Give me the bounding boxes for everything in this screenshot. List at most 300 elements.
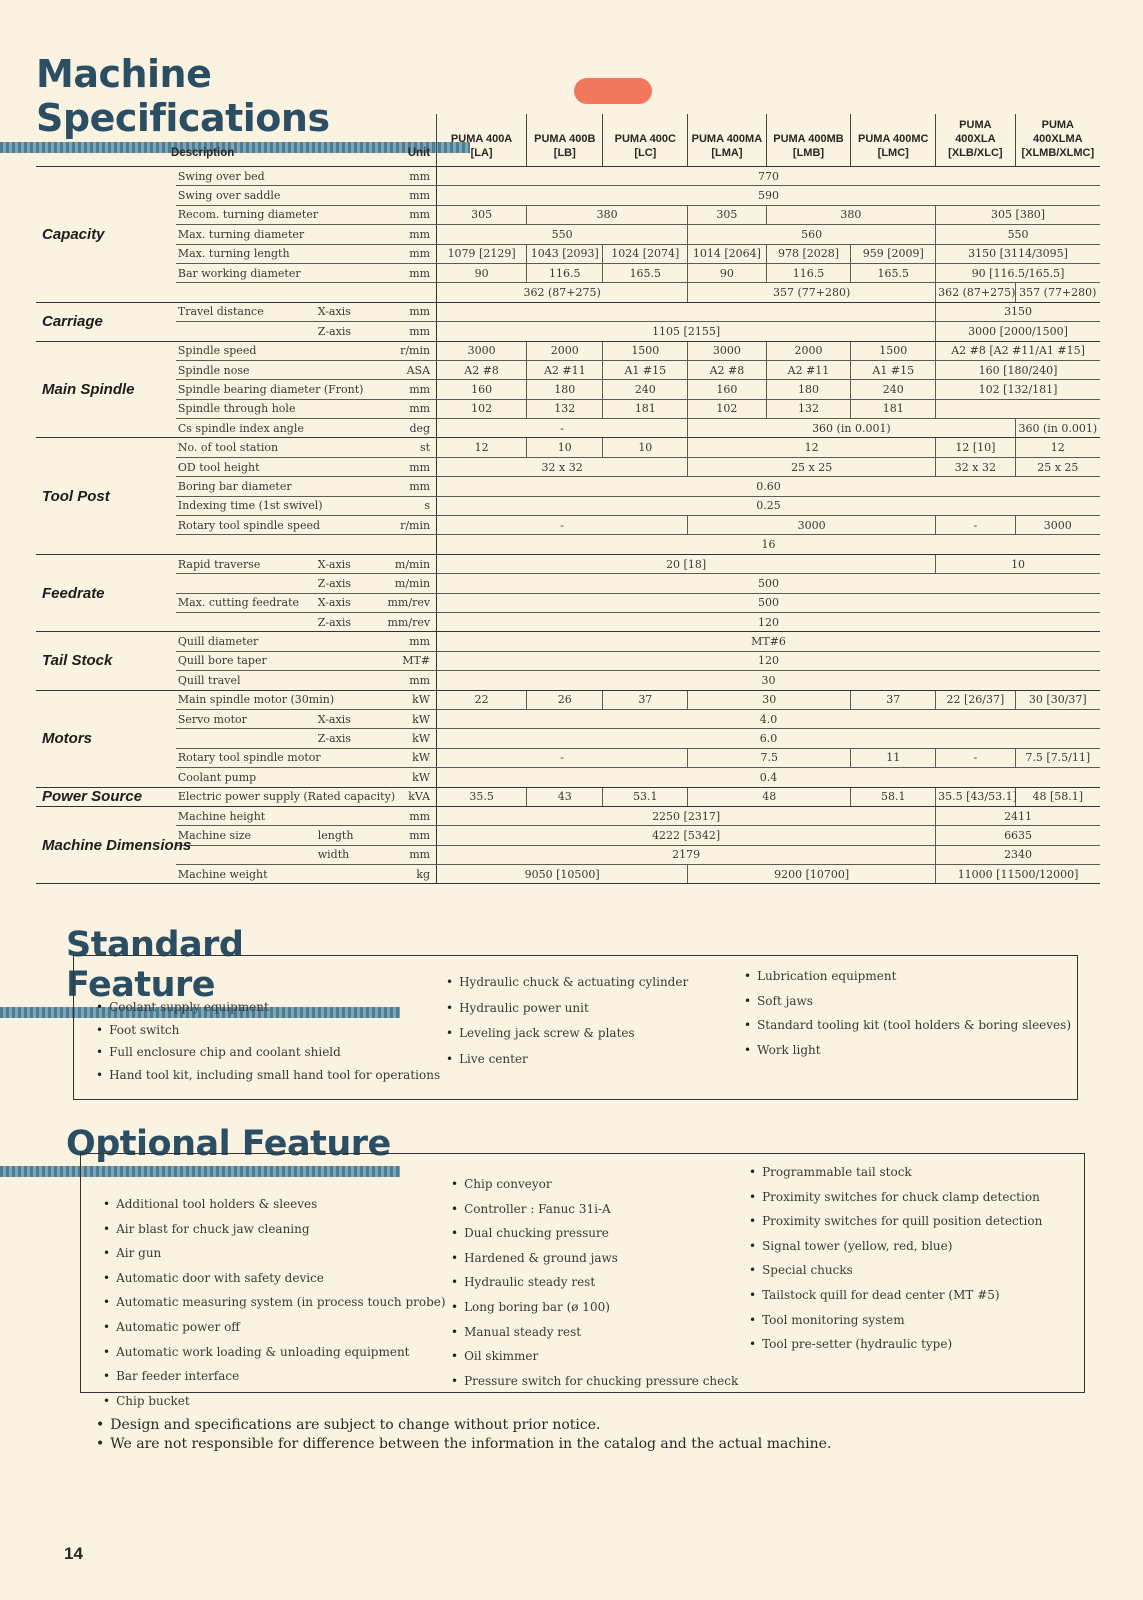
spec-value: 6.0 — [437, 729, 1100, 748]
note-2: • We are not responsible for difference between the information in the catalog and the actual machine. — [96, 1435, 831, 1454]
spec-row — [36, 477, 1100, 496]
spec-description: Machine weight — [176, 865, 316, 884]
spec-unit: kW — [375, 729, 436, 748]
spec-value: 550 — [936, 225, 1100, 244]
optional-feature-item: • Controller : Fanuc 31i-A — [451, 1197, 738, 1222]
spec-value: 1500 — [603, 341, 688, 360]
spec-unit — [375, 535, 436, 554]
spec-axis — [316, 496, 375, 515]
spec-description: Rotary tool spindle motor — [176, 748, 316, 767]
spec-description — [176, 283, 316, 302]
spec-axis — [316, 477, 375, 496]
optional-feature-item: • Automatic work loading & unloading equipment — [103, 1340, 446, 1365]
standard-col-2 — [446, 970, 688, 1072]
spec-row — [36, 593, 1100, 612]
model-code: [XLMB/XLMC] — [1021, 147, 1095, 159]
spec-value: 380 — [766, 205, 936, 224]
spec-value: 2250 [2317] — [437, 806, 936, 825]
spec-value: 102 [132/181] — [936, 380, 1100, 399]
spec-axis — [316, 535, 375, 554]
spec-row — [36, 845, 1100, 864]
spec-row — [36, 748, 1100, 767]
spec-value: - — [936, 748, 1015, 767]
spec-value: 10 — [527, 438, 603, 457]
optional-feature-item: • Chip bucket — [103, 1389, 446, 1414]
spec-value: 305 — [688, 205, 766, 224]
spec-row — [36, 380, 1100, 399]
spec-unit: mm — [375, 399, 436, 418]
spec-axis — [316, 283, 375, 302]
spec-value: 16 — [437, 535, 1100, 554]
spec-unit: mm — [375, 205, 436, 224]
spec-value: 180 — [527, 380, 603, 399]
spec-row — [36, 574, 1100, 593]
spec-row — [36, 496, 1100, 515]
spec-unit: mm — [375, 826, 436, 845]
spec-value: A1 #15 — [851, 360, 936, 379]
spec-description: Max. turning diameter — [176, 225, 316, 244]
standard-feature-item: • Hydraulic power unit — [446, 996, 688, 1022]
spec-unit: s — [375, 496, 436, 515]
optional-col-3 — [749, 1160, 1042, 1357]
model-code: [LA] — [470, 147, 493, 159]
spec-description: Spindle nose — [176, 360, 316, 379]
spec-value: 560 — [688, 225, 936, 244]
spec-value: 770 — [437, 167, 1100, 186]
standard-feature-item: • Foot switch — [96, 1019, 440, 1042]
optional-feature-item: • Hardened & ground jaws — [451, 1246, 738, 1271]
spec-value: 2340 — [936, 845, 1100, 864]
spec-unit: ASA — [375, 360, 436, 379]
spec-value: 160 — [437, 380, 527, 399]
spec-value: 43 — [527, 787, 603, 806]
spec-value: 181 — [603, 399, 688, 418]
spec-value: 20 [18] — [437, 554, 936, 573]
spec-value: 132 — [527, 399, 603, 418]
spec-axis — [316, 632, 375, 651]
spec-axis — [316, 457, 375, 476]
spec-value: 2000 — [527, 341, 603, 360]
optional-feature-item: • Air blast for chuck jaw cleaning — [103, 1217, 446, 1242]
spec-axis — [316, 225, 375, 244]
standard-feature-item: • Live center — [446, 1047, 688, 1073]
spec-unit: mm — [375, 477, 436, 496]
spec-description: Coolant pump — [176, 768, 316, 787]
category-label: Tool Post — [36, 438, 176, 554]
spec-row — [36, 787, 1100, 806]
spec-value: 90 — [437, 263, 527, 282]
spec-value: 22 [26/37] — [936, 690, 1015, 709]
standard-feature-item: • Work light — [744, 1038, 1071, 1063]
standard-feature-item: • Leveling jack screw & plates — [446, 1021, 688, 1047]
optional-feature-item: • Air gun — [103, 1241, 446, 1266]
spec-axis — [316, 167, 375, 186]
category-label: Power Source — [36, 787, 176, 806]
spec-unit: mm — [375, 380, 436, 399]
spec-value: 26 — [527, 690, 603, 709]
spec-value: A2 #8 — [688, 360, 766, 379]
spec-value: 9200 [10700] — [688, 865, 936, 884]
spec-unit: deg — [375, 419, 436, 438]
spec-description: Boring bar diameter — [176, 477, 316, 496]
spec-description: Max. turning length — [176, 244, 316, 263]
standard-feature-title: Standard Feature — [66, 925, 244, 1005]
spec-description: Servo motor — [176, 709, 316, 728]
spec-axis: Z-axis — [316, 322, 375, 341]
spec-value: 90 [116.5/165.5] — [936, 263, 1100, 282]
spec-value: 116.5 — [766, 263, 851, 282]
spec-axis: Z-axis — [316, 612, 375, 631]
spec-unit: kW — [375, 768, 436, 787]
spec-description: No. of tool station — [176, 438, 316, 457]
spec-axis — [316, 205, 375, 224]
spec-value: 32 x 32 — [936, 457, 1015, 476]
spec-row — [36, 671, 1100, 690]
optional-feature-item: • Programmable tail stock — [749, 1160, 1042, 1185]
spec-value: A2 #11 — [527, 360, 603, 379]
spec-value: - — [437, 748, 688, 767]
spec-value: 0.4 — [437, 768, 1100, 787]
spec-unit: mm — [375, 225, 436, 244]
spec-value: 102 — [437, 399, 527, 418]
spec-value: 160 — [688, 380, 766, 399]
spec-unit: mm — [375, 244, 436, 263]
spec-value: 3150 — [936, 302, 1100, 321]
spec-value: 4222 [5342] — [437, 826, 936, 845]
spec-row — [36, 729, 1100, 748]
category-label: Capacity — [36, 167, 176, 303]
standard-feature-item: • Full enclosure chip and coolant shield — [96, 1041, 440, 1064]
spec-value: 2411 — [936, 806, 1100, 825]
spec-axis: Z-axis — [316, 729, 375, 748]
spec-value: 181 — [851, 399, 936, 418]
standard-col-3 — [744, 964, 1071, 1062]
spec-row — [36, 283, 1100, 302]
spec-axis — [316, 263, 375, 282]
model-name: PUMA 400MC — [858, 133, 929, 145]
spec-axis: X-axis — [316, 554, 375, 573]
page-title: Machine Specifications — [36, 52, 330, 140]
spec-value: 2179 — [437, 845, 936, 864]
optional-feature-item: • Proximity switches for chuck clamp detection — [749, 1185, 1042, 1210]
spec-axis — [316, 865, 375, 884]
spec-unit — [375, 283, 436, 302]
spec-value: 360 (in 0.001) — [688, 419, 1015, 438]
spec-unit: r/min — [375, 341, 436, 360]
spec-description: Cs spindle index angle — [176, 419, 316, 438]
optional-feature-item: • Chip conveyor — [451, 1172, 738, 1197]
spec-value: 32 x 32 — [437, 457, 688, 476]
spec-row — [36, 225, 1100, 244]
spec-table-container — [36, 114, 1100, 884]
spec-value: 590 — [437, 186, 1100, 205]
spec-value: 3000 — [1015, 516, 1100, 535]
optional-feature-item: • Tool monitoring system — [749, 1308, 1042, 1333]
spec-value: MT#6 — [437, 632, 1100, 651]
model-header-2 — [527, 114, 603, 167]
standard-feature-item: • Lubrication equipment — [744, 964, 1071, 989]
spec-value: 362 (87+275) — [437, 283, 688, 302]
spec-axis — [316, 399, 375, 418]
standard-feature-item: • Hydraulic chuck & actuating cylinder — [446, 970, 688, 996]
spec-value: 6635 — [936, 826, 1100, 845]
spec-value: 4.0 — [437, 709, 1100, 728]
spec-row — [36, 399, 1100, 418]
spec-description — [176, 729, 316, 748]
optional-feature-item: • Bar feeder interface — [103, 1364, 446, 1389]
optional-feature-title: Optional Feature — [66, 1124, 391, 1164]
note-1: • Design and specifications are subject to change without prior notice. — [96, 1416, 831, 1435]
spec-value: 2000 — [766, 341, 851, 360]
spec-row — [36, 651, 1100, 670]
spec-value: 30 [30/37] — [1015, 690, 1100, 709]
spec-value: 362 (87+275) — [936, 283, 1015, 302]
spec-unit: kg — [375, 865, 436, 884]
spec-value: - — [936, 516, 1015, 535]
optional-feature-item: • Signal tower (yellow, red, blue) — [749, 1234, 1042, 1259]
standard-feature-box — [73, 955, 1078, 1100]
spec-description: Swing over saddle — [176, 186, 316, 205]
spec-unit: r/min — [375, 516, 436, 535]
spec-unit: kW — [375, 690, 436, 709]
spec-unit: mm — [375, 302, 436, 321]
category-label: Tail Stock — [36, 632, 176, 690]
spec-unit: m/min — [375, 574, 436, 593]
spec-row — [36, 826, 1100, 845]
standard-feature-item: • Standard tooling kit (tool holders & boring sleeves) — [744, 1013, 1071, 1038]
spec-row — [36, 516, 1100, 535]
spec-value: 240 — [851, 380, 936, 399]
spec-description: Electric power supply (Rated capacity) — [176, 787, 316, 806]
spec-value: 0.25 — [437, 496, 1100, 515]
model-header-8 — [1015, 114, 1100, 167]
spec-value: 53.1 — [603, 787, 688, 806]
spec-unit: m/min — [375, 554, 436, 573]
model-name: PUMA 400MA — [691, 133, 763, 145]
spec-value: 380 — [527, 205, 688, 224]
spec-value: 1024 [2074] — [603, 244, 688, 263]
spec-value: 500 — [437, 593, 1100, 612]
spec-unit: kW — [375, 748, 436, 767]
spec-unit: st — [375, 438, 436, 457]
optional-feature-item: • Special chucks — [749, 1258, 1042, 1283]
spec-description: Recom. turning diameter — [176, 205, 316, 224]
spec-unit: mm — [375, 322, 436, 341]
page-number: 14 — [64, 1544, 83, 1563]
optional-feature-item: • Proximity switches for quill position detection — [749, 1209, 1042, 1234]
category-label: Carriage — [36, 302, 176, 341]
spec-body — [36, 167, 1100, 884]
spec-value: 35.5 — [437, 787, 527, 806]
spec-value: 12 — [688, 438, 936, 457]
spec-value: 7.5 [7.5/11] — [1015, 748, 1100, 767]
spec-value: 58.1 — [851, 787, 936, 806]
spec-row — [36, 806, 1100, 825]
spec-description — [176, 612, 316, 631]
spec-description: Swing over bed — [176, 167, 316, 186]
spec-description: Quill bore taper — [176, 651, 316, 670]
spec-row — [36, 438, 1100, 457]
spec-value: 3000 — [688, 516, 936, 535]
spec-value: 1014 [2064] — [688, 244, 766, 263]
spec-row — [36, 865, 1100, 884]
category-label: Feedrate — [36, 554, 176, 632]
spec-value: 37 — [851, 690, 936, 709]
spec-description — [176, 535, 316, 554]
model-header-1 — [437, 114, 527, 167]
spec-axis — [316, 341, 375, 360]
spec-value: 132 — [766, 399, 851, 418]
spec-description: Main spindle motor (30min) — [176, 690, 316, 709]
spec-value: 1105 [2155] — [437, 322, 936, 341]
spec-description: Spindle bearing diameter (Front) — [176, 380, 316, 399]
spec-unit: mm/rev — [375, 612, 436, 631]
spec-value: 3000 — [688, 341, 766, 360]
spec-unit: mm — [375, 806, 436, 825]
spec-value: 959 [2009] — [851, 244, 936, 263]
optional-feature-item: • Pressure switch for chucking pressure check — [451, 1369, 738, 1394]
redaction-mark — [574, 78, 652, 104]
spec-row — [36, 322, 1100, 341]
spec-row — [36, 205, 1100, 224]
optional-col-1 — [103, 1192, 446, 1413]
spec-axis: Z-axis — [316, 574, 375, 593]
spec-unit: kW — [375, 709, 436, 728]
spec-description: Rapid traverse — [176, 554, 316, 573]
model-header-3 — [603, 114, 688, 167]
spec-description — [176, 574, 316, 593]
optional-feature-item: • Automatic measuring system (in process touch probe) — [103, 1290, 446, 1315]
spec-value: 12 — [437, 438, 527, 457]
optional-feature-item: • Automatic door with safety device — [103, 1266, 446, 1291]
spec-description: Machine height — [176, 806, 316, 825]
spec-value: 102 — [688, 399, 766, 418]
optional-feature-item: • Tailstock quill for dead center (MT #5) — [749, 1283, 1042, 1308]
spec-unit: mm — [375, 845, 436, 864]
spec-axis: length — [316, 826, 375, 845]
model-code: [LMC] — [877, 147, 909, 159]
spec-description: Quill travel — [176, 671, 316, 690]
spec-description — [176, 322, 316, 341]
spec-value: 10 — [603, 438, 688, 457]
spec-value: 180 — [766, 380, 851, 399]
spec-row — [36, 632, 1100, 651]
spec-value: 35.5 [43/53.1] — [936, 787, 1015, 806]
spec-value: 120 — [437, 651, 1100, 670]
spec-axis — [316, 360, 375, 379]
spec-description: Quill diameter — [176, 632, 316, 651]
spec-unit: mm — [375, 671, 436, 690]
spec-value: 25 x 25 — [688, 457, 936, 476]
spec-axis — [316, 186, 375, 205]
spec-value: 305 [380] — [936, 205, 1100, 224]
model-header-7 — [936, 114, 1015, 167]
model-name: PUMA 400C — [614, 133, 676, 145]
spec-unit: mm/rev — [375, 593, 436, 612]
spec-axis — [316, 516, 375, 535]
model-code: [LC] — [634, 147, 657, 159]
spec-axis: width — [316, 845, 375, 864]
spec-value: A1 #15 — [603, 360, 688, 379]
spec-value: A2 #8 — [437, 360, 527, 379]
spec-axis — [316, 419, 375, 438]
spec-value: 357 (77+280) — [688, 283, 936, 302]
spec-value: 360 (in 0.001) — [1015, 419, 1100, 438]
optional-feature-item: • Hydraulic steady rest — [451, 1270, 738, 1295]
model-code: [LB] — [553, 147, 576, 159]
spec-axis — [316, 438, 375, 457]
spec-value: 48 — [688, 787, 851, 806]
spec-axis: X-axis — [316, 593, 375, 612]
spec-value: 1043 [2093] — [527, 244, 603, 263]
model-name: PUMA 400B — [534, 133, 596, 145]
spec-unit: mm — [375, 186, 436, 205]
spec-description: Spindle speed — [176, 341, 316, 360]
optional-feature-item: • Additional tool holders & sleeves — [103, 1192, 446, 1217]
spec-value: 37 — [603, 690, 688, 709]
model-name: PUMA 400XLA — [955, 119, 996, 145]
spec-description: Rotary tool spindle speed — [176, 516, 316, 535]
standard-feature-item: • Coolant supply equipment — [96, 996, 440, 1019]
unit-header: Unit — [375, 114, 436, 167]
spec-row — [36, 554, 1100, 573]
spec-value: 12 — [1015, 438, 1100, 457]
standard-feature-item: • Soft jaws — [744, 989, 1071, 1014]
spec-row — [36, 419, 1100, 438]
optional-feature-item: • Oil skimmer — [451, 1344, 738, 1369]
spec-row — [36, 768, 1100, 787]
optional-col-2 — [451, 1172, 738, 1393]
model-header-6 — [851, 114, 936, 167]
spec-value: 11000 [11500/12000] — [936, 865, 1100, 884]
spec-header-row — [36, 114, 1100, 167]
spec-description: Bar working diameter — [176, 263, 316, 282]
spec-value: - — [437, 516, 688, 535]
spec-axis: X-axis — [316, 709, 375, 728]
spec-value: 3000 [2000/1500] — [936, 322, 1100, 341]
spec-axis: X-axis — [316, 302, 375, 321]
spec-value: 240 — [603, 380, 688, 399]
spec-description: OD tool height — [176, 457, 316, 476]
spec-row — [36, 535, 1100, 554]
model-name: PUMA 400MB — [773, 133, 844, 145]
spec-value: 10 — [936, 554, 1100, 573]
spec-value: 0.60 — [437, 477, 1100, 496]
spec-value: 3150 [3114/3095] — [936, 244, 1100, 263]
spec-description: Max. cutting feedrate — [176, 593, 316, 612]
spec-value: 90 — [688, 263, 766, 282]
spec-row — [36, 302, 1100, 321]
standard-col-1 — [96, 996, 440, 1086]
spec-description: Machine size — [176, 826, 316, 845]
spec-description: Spindle through hole — [176, 399, 316, 418]
spec-value: A2 #8 [A2 #11/A1 #15] — [936, 341, 1100, 360]
spec-value: 500 — [437, 574, 1100, 593]
spec-value: 116.5 — [527, 263, 603, 282]
spec-row — [36, 457, 1100, 476]
category-label: Motors — [36, 690, 176, 787]
spec-value: 1079 [2129] — [437, 244, 527, 263]
spec-unit: MT# — [375, 651, 436, 670]
spec-value: 165.5 — [603, 263, 688, 282]
spec-value: 305 — [437, 205, 527, 224]
spec-unit: mm — [375, 632, 436, 651]
spec-row — [36, 690, 1100, 709]
spec-axis — [316, 806, 375, 825]
model-code: [LMB] — [792, 147, 825, 159]
spec-value: 9050 [10500] — [437, 865, 688, 884]
spec-value: 3000 — [437, 341, 527, 360]
